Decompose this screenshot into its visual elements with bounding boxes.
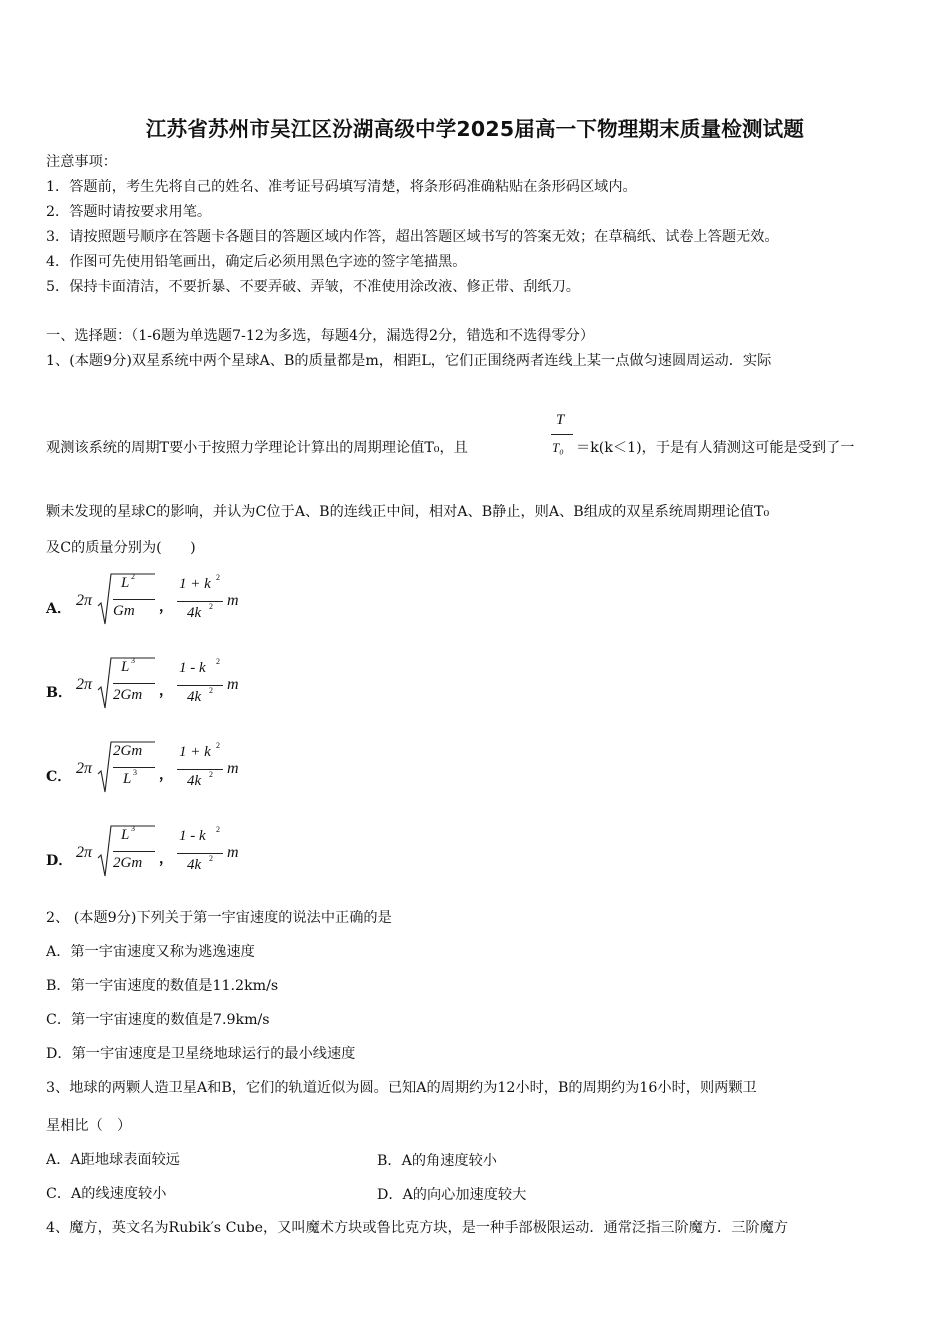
root-denominator: L xyxy=(123,771,132,787)
fraction-numerator-exponent: 2 xyxy=(216,573,220,582)
root-numerator-exponent: 2 xyxy=(131,572,135,581)
notice-item: 1．答题前，考生先将自己的姓名、准考证号码填写清楚，将条形码准确粘贴在条形码区域内。 xyxy=(46,179,637,195)
q3-option-d[interactable]: D．A的向心加速度较大 xyxy=(377,1187,527,1203)
two-pi: 2π xyxy=(76,676,93,693)
fraction-numerator-exponent: 2 xyxy=(216,741,220,750)
q1-stem-line2a: 观测该系统的周期T要小于按照力学理论计算出的周期理论值T₀，且 xyxy=(46,440,468,456)
q1-stem-line1: 1、(本题9分)双星系统中两个星球A、B的质量都是m，相距L，它们正围绕两者连线上某一点做匀速圆周运动．实际 xyxy=(46,353,772,369)
fraction-bar xyxy=(177,853,223,854)
separator-comma: ， xyxy=(159,851,173,867)
q1-stem-line4: 及C的质量分别为( ) xyxy=(46,540,196,556)
q2-option-c[interactable]: C．第一宇宙速度的数值是7.9km/s xyxy=(46,1012,270,1028)
q3-stem-line1: 3、地球的两颗人造卫星A和B，它们的轨道近似为圆。已知A的周期约为12小时，B的周期约为16小时，则两颗卫 xyxy=(46,1080,757,1096)
two-pi: 2π xyxy=(76,592,93,609)
q2-stem: 2、 (本题9分)下列关于第一宇宙速度的说法中正确的是 xyxy=(46,910,392,926)
fraction-denominator: 4k xyxy=(187,689,202,705)
notice-item: 2．答题时请按要求用笔。 xyxy=(46,204,212,220)
root-fraction-bar xyxy=(113,599,155,600)
q1-ratio-denominator: T₀ xyxy=(552,440,564,455)
mass-m: m xyxy=(227,760,239,777)
fraction-denominator-exponent: 2 xyxy=(209,770,213,779)
fraction-numerator: 1 - k xyxy=(179,660,206,676)
root-numerator: L xyxy=(121,575,130,591)
root-numerator: 2Gm xyxy=(113,743,143,759)
q1-stem-line3: 颗未发现的星球C的影响，并认为C位于A、B的连线正中间，相对A、B静止，则A、B组成的双星系统周期理论值T₀ xyxy=(46,504,770,520)
notice-item: 5．保持卡面清洁，不要折暴、不要弄破、弄皱，不准使用涂改液、修正带、刮纸刀。 xyxy=(46,279,580,295)
root-numerator-exponent: 3 xyxy=(131,656,135,665)
fraction-numerator: 1 + k xyxy=(179,576,211,592)
mass-m: m xyxy=(227,844,239,861)
fraction-denominator: 4k xyxy=(187,857,202,873)
root-fraction-bar xyxy=(113,683,155,684)
fraction-denominator-exponent: 2 xyxy=(209,602,213,611)
q1-option-b[interactable] xyxy=(0,656,300,720)
option-label: A． xyxy=(46,601,72,617)
root-denominator-exponent: 3 xyxy=(133,768,137,777)
root-numerator: L xyxy=(121,827,130,843)
two-pi: 2π xyxy=(76,844,93,861)
fraction-numerator-exponent: 2 xyxy=(216,825,220,834)
mass-m: m xyxy=(227,676,239,693)
fraction-bar xyxy=(177,769,223,770)
root-numerator-exponent: 3 xyxy=(131,824,135,833)
fraction-numerator: 1 + k xyxy=(179,744,211,760)
q2-option-b[interactable]: B．第一宇宙速度的数值是11.2km/s xyxy=(46,978,279,994)
root-denominator: 2Gm xyxy=(113,687,143,703)
q3-option-b[interactable]: B．A的角速度较小 xyxy=(377,1153,497,1169)
root-denominator: 2Gm xyxy=(113,855,143,871)
page-title: 江苏省苏州市吴江区汾湖高级中学2025届高一下物理期末质量检测试题 xyxy=(145,117,805,141)
fraction-numerator-exponent: 2 xyxy=(216,657,220,666)
q1-option-d[interactable] xyxy=(0,824,300,888)
q1-option-a[interactable] xyxy=(0,572,300,636)
q3-stem-line2: 星相比（ ） xyxy=(46,1118,132,1134)
notice-heading: 注意事项： xyxy=(46,154,117,170)
q2-option-d[interactable]: D．第一宇宙速度是卫星绕地球运行的最小线速度 xyxy=(46,1046,356,1062)
q1-ratio-bar xyxy=(551,434,573,435)
mass-m: m xyxy=(227,592,239,609)
root-numerator: L xyxy=(121,659,130,675)
q1-option-c[interactable] xyxy=(0,740,300,804)
fraction-bar xyxy=(177,685,223,686)
q2-option-a[interactable]: A．第一宇宙速度又称为逃逸速度 xyxy=(46,944,255,960)
q1-stem-line2b: ＝k(k＜1)，于是有人猜测这可能是受到了一 xyxy=(576,440,855,456)
option-label: D． xyxy=(46,853,73,869)
q3-option-c[interactable]: C．A的线速度较小 xyxy=(46,1186,167,1202)
fraction-denominator: 4k xyxy=(187,605,202,621)
separator-comma: ， xyxy=(159,599,173,615)
root-fraction-bar xyxy=(113,851,155,852)
separator-comma: ， xyxy=(159,683,173,699)
option-label: C． xyxy=(46,769,72,785)
option-label: B． xyxy=(46,685,73,701)
fraction-numerator: 1 - k xyxy=(179,828,206,844)
two-pi: 2π xyxy=(76,760,93,777)
fraction-bar xyxy=(177,601,223,602)
q3-option-a[interactable]: A．A距地球表面较远 xyxy=(46,1152,180,1168)
section-heading: 一、选择题：（1-6题为单选题7-12为多选，每题4分，漏选得2分，错选和不选得零分） xyxy=(46,328,595,344)
notice-item: 4．作图可先使用铅笔画出，确定后必须用黑色字迹的签字笔描黑。 xyxy=(46,254,467,270)
fraction-denominator: 4k xyxy=(187,773,202,789)
notice-item: 3．请按照题号顺序在答题卡各题目的答题区域内作答，超出答题区域书写的答案无效；在草稿纸、试卷上答题无效。 xyxy=(46,229,779,245)
fraction-denominator-exponent: 2 xyxy=(209,854,213,863)
q1-ratio-numerator: T xyxy=(556,412,565,428)
fraction-denominator-exponent: 2 xyxy=(209,686,213,695)
separator-comma: ， xyxy=(159,767,173,783)
q4-stem-line1: 4、魔方，英文名为Rubik′s Cube，又叫魔术方块或鲁比克方块，是一种手部极限运动．通常泛指三阶魔方．三阶魔方 xyxy=(46,1220,788,1236)
root-denominator: Gm xyxy=(113,603,135,619)
